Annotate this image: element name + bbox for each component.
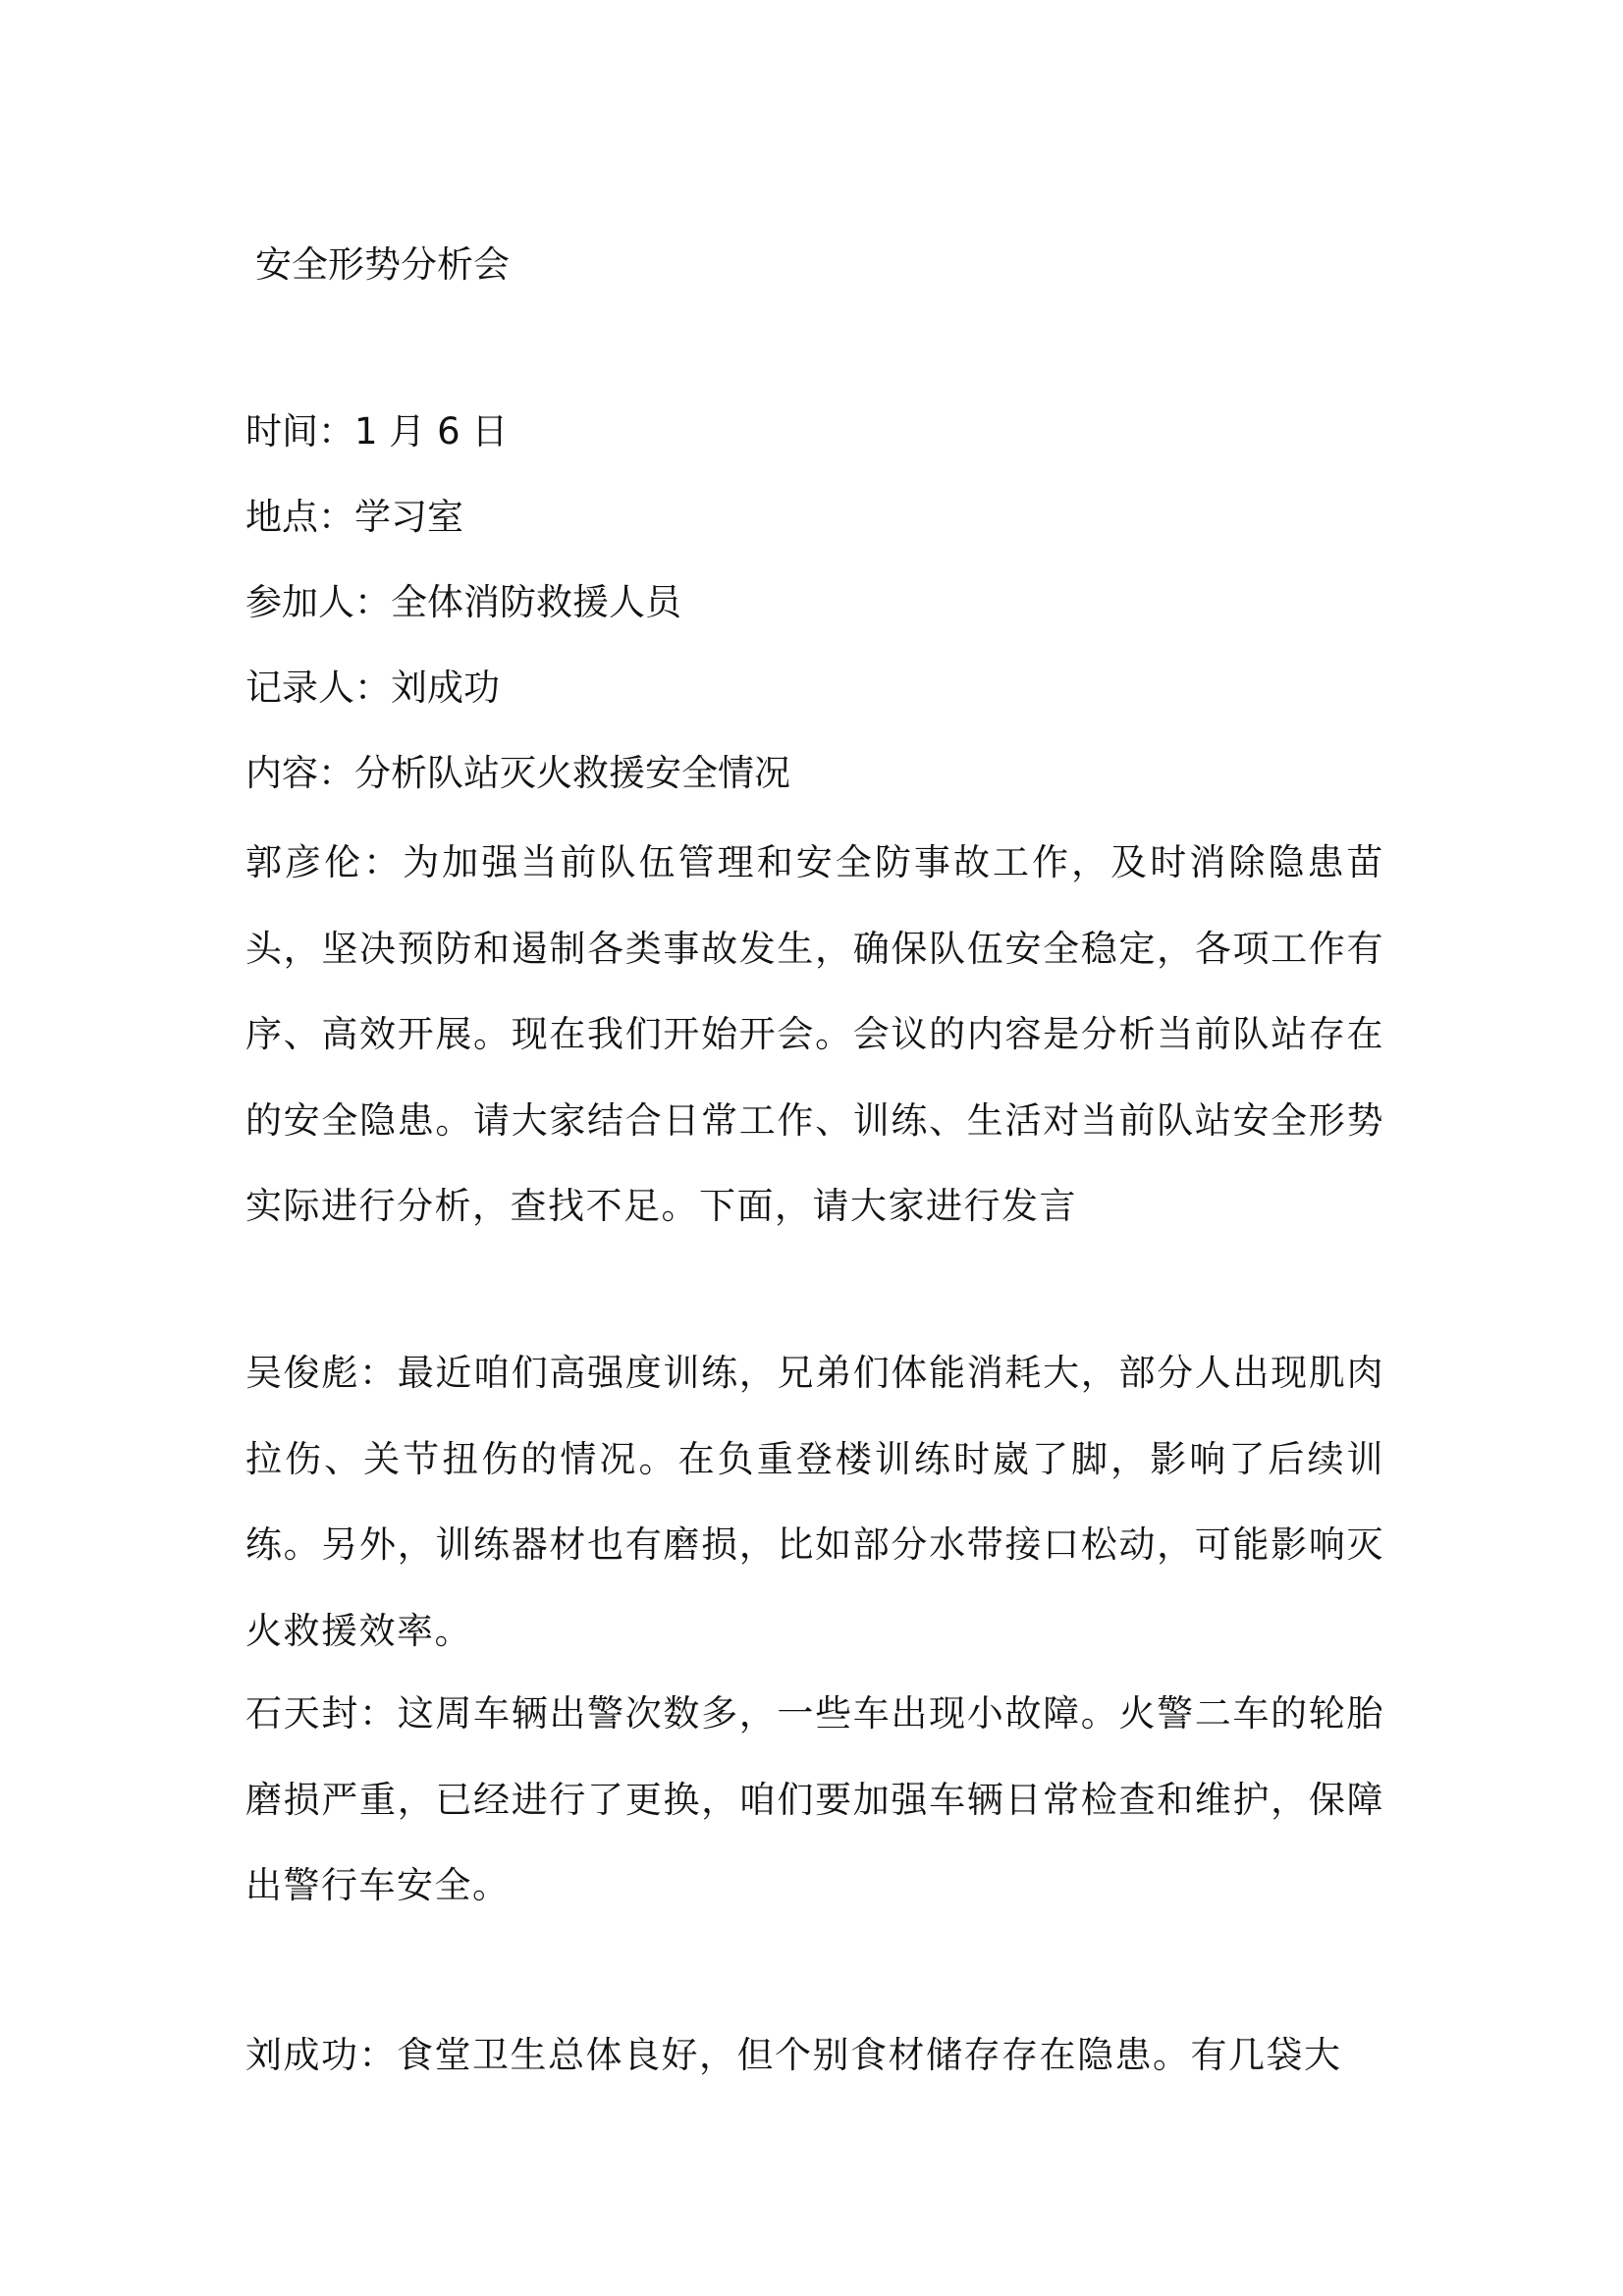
speech-paragraph: 吴俊彪：最近咱们高强度训练，兄弟们体能消耗大，部分人出现肌肉拉伤、关节扭伤的情况。在负重登楼训练时崴了脚，影响了后续训练。另外，训练器材也有磨损，比如部分水带接口松动，可能影响灭火救援效率。 <box>245 1352 1384 1652</box>
speech-paragraph: 郭彦伦：为加强当前队伍管理和安全防事故工作，及时消除隐患苗头，坚决预防和遏制各类事故发生，确保队伍安全稳定，各项工作有序、高效开展。现在我们开始开会。会议的内容是分析当前队站存在的安全隐患。请大家结合日常工作、训练、生活对当前队站安全形势实际进行分析，查找不足。下面，请大家进行发言 <box>245 841 1384 1227</box>
speech-paragraph: 刘成功：食堂卫生总体良好，但个别食材储存存在隐患。有几袋大 <box>245 2034 1342 2076</box>
meeting-recorder: 记录人：刘成功 <box>245 667 500 709</box>
meeting-content: 内容：分析队站灭火救援安全情况 <box>245 752 790 794</box>
speech-paragraph: 石天封：这周车辆出警次数多，一些车出现小故障。火警二车的轮胎磨损严重，已经进行了更换，咱们要加强车辆日常检查和维护，保障出警行车安全。 <box>245 1692 1384 1906</box>
meeting-time: 时间：1 月 6 日 <box>245 410 509 453</box>
document-title: 安全形势分析会 <box>255 243 510 286</box>
meeting-attendees: 参加人：全体消防救援人员 <box>245 581 681 623</box>
meeting-location: 地点：学习室 <box>245 496 463 538</box>
